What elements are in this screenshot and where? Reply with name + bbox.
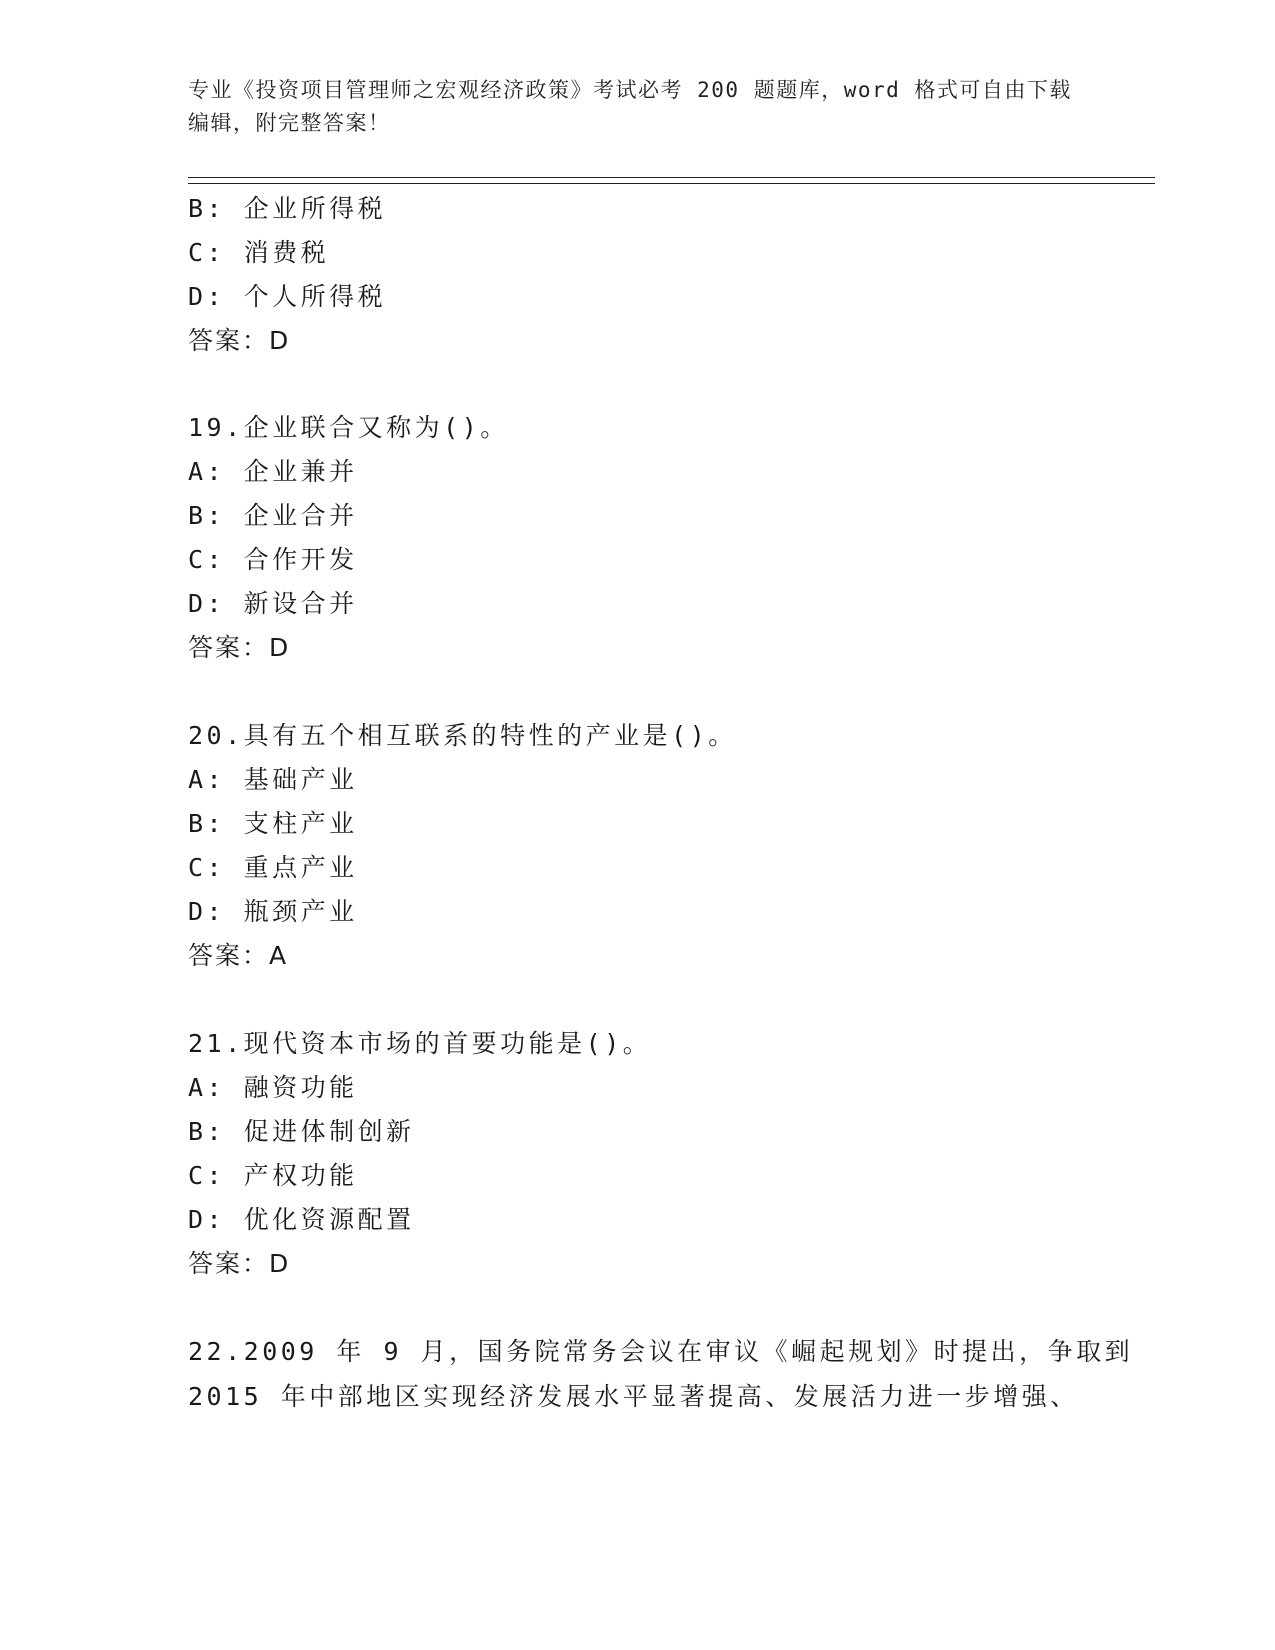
q22-question-line-1: 22.2009 年 9 月，国务院常务会议在审议《崛起规划》时提出，争取到: [188, 1337, 1134, 1366]
q21-question: 21.现代资本市场的首要功能是()。: [188, 1029, 652, 1058]
answer-value: D: [269, 633, 290, 662]
q18-answer: [188, 325, 289, 357]
q18-option-b: B: 企业所得税: [188, 194, 387, 223]
header-rule-top: [188, 177, 1155, 178]
q21-option-b: B: 促进体制创新: [188, 1117, 415, 1146]
answer-label: 答案：: [188, 1249, 270, 1278]
answer-value: D: [269, 326, 290, 355]
q18-option-c: C: 消费税: [188, 238, 330, 267]
q22-question-line-2: 2015 年中部地区实现经济发展水平显著提高、发展活力进一步增强、: [188, 1382, 1079, 1411]
q19-option-d: D: 新设合并: [188, 589, 358, 618]
q20-option-c: C: 重点产业: [188, 853, 358, 882]
q20-option-a: A: 基础产业: [188, 765, 358, 794]
q21-option-d: D: 优化资源配置: [188, 1205, 415, 1234]
q18-option-d: D: 个人所得税: [188, 282, 387, 311]
answer-label: 答案：: [188, 326, 270, 355]
q19-answer: [188, 632, 289, 664]
answer-value: A: [269, 941, 288, 970]
q20-option-d: D: 瓶颈产业: [188, 897, 358, 926]
q20-answer: [188, 940, 287, 972]
answer-label: 答案：: [188, 941, 270, 970]
q21-option-c: C: 产权功能: [188, 1161, 358, 1190]
q19-question: 19.企业联合又称为()。: [188, 413, 509, 442]
q19-option-c: C: 合作开发: [188, 545, 358, 574]
answer-value: D: [269, 1249, 290, 1278]
page-header: 专业《投资项目管理师之宏观经济政策》考试必考 200 题题库，word 格式可自由下载编辑，附完整答案！: [188, 78, 1072, 135]
q20-question: 20.具有五个相互联系的特性的产业是()。: [188, 721, 737, 750]
q21-option-a: A: 融资功能: [188, 1073, 358, 1102]
q19-option-a: A: 企业兼并: [188, 457, 358, 486]
header-rule-bottom: [188, 183, 1155, 184]
q21-answer: [188, 1248, 289, 1280]
q19-option-b: B: 企业合并: [188, 501, 358, 530]
answer-label: 答案：: [188, 633, 270, 662]
q20-option-b: B: 支柱产业: [188, 809, 358, 838]
